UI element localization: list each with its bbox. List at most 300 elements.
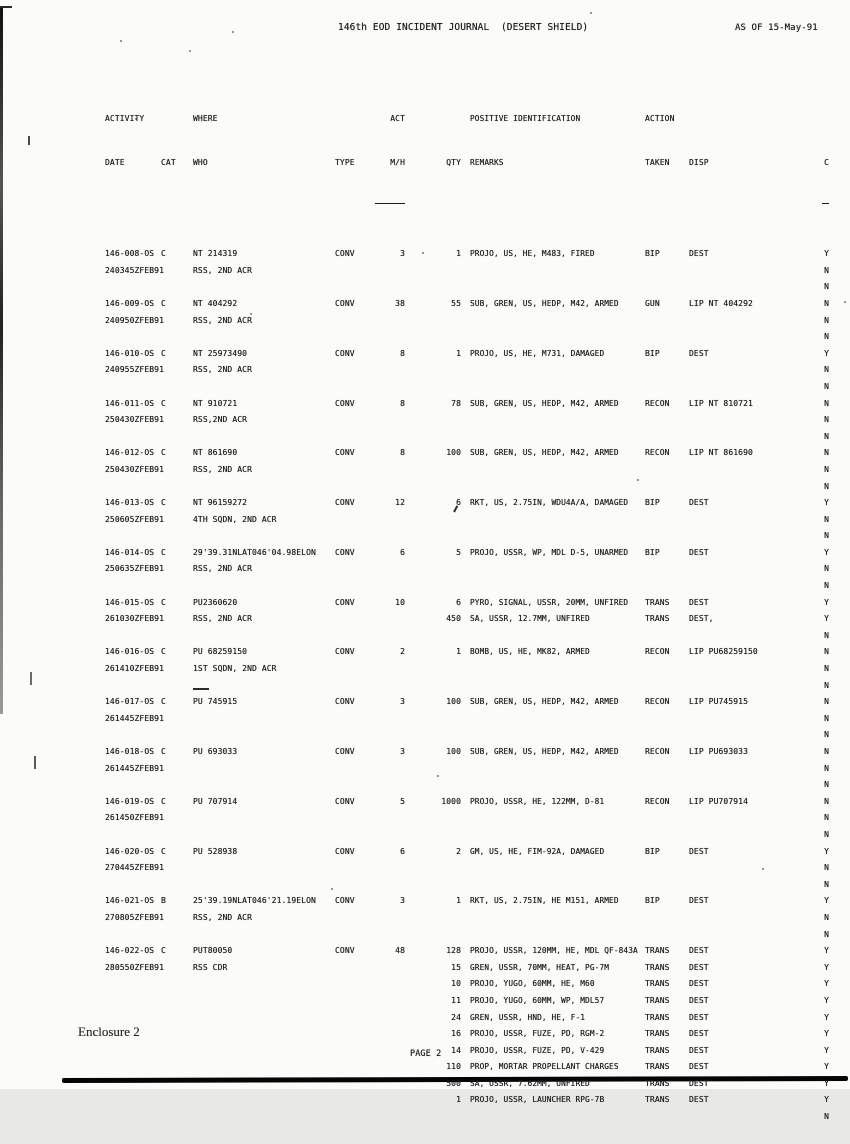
table-row [105, 279, 845, 296]
table-row [105, 943, 845, 960]
scan-speck [120, 40, 122, 42]
header-mh: M/H [390, 157, 405, 167]
cell-remarks [461, 279, 645, 296]
cell-remarks: PROJO, YUGO, 60MM, WP, MDL57 [470, 995, 605, 1005]
cell-where: PU 68259150 [193, 647, 248, 657]
cell-c: N [824, 664, 829, 674]
cell-cat [161, 578, 193, 595]
cell-where [193, 1043, 335, 1060]
cell-c: N [824, 697, 829, 707]
cell-c: Y [824, 1045, 829, 1055]
cell-type: CONV [335, 896, 355, 906]
cell-type: CONV [335, 547, 355, 557]
cell-action [645, 628, 689, 645]
cell-cat: C [161, 647, 166, 657]
cell-disp [689, 313, 789, 330]
cell-disp [689, 329, 789, 346]
table-row [105, 1043, 845, 1060]
header-type: TYPE [335, 157, 355, 167]
cell-type [335, 329, 369, 346]
cell-disp [689, 512, 789, 529]
table-row [105, 1010, 845, 1027]
cell-activity [105, 1109, 161, 1126]
cell-remarks: SUB, GREN, US, HEDP, M42, ARMED [470, 298, 619, 308]
header-underline-row [105, 198, 845, 219]
cell-mh [369, 1076, 405, 1093]
incident-journal-table [105, 84, 845, 1144]
cell-qty: 11 [451, 995, 461, 1005]
cell-activity: 270445ZFEB91 [105, 863, 164, 873]
cell-action [645, 727, 689, 744]
cell-cat: C [161, 846, 166, 856]
cell-qty [405, 479, 461, 496]
cell-activity [105, 993, 161, 1010]
cell-c: N [824, 365, 829, 375]
cell-qty: 15 [451, 962, 461, 972]
header-who: WHO [193, 157, 208, 167]
header-qty: QTY [446, 157, 461, 167]
cell-mh [369, 263, 405, 280]
cell-qty [405, 678, 461, 695]
table-row [105, 993, 845, 1010]
cell-remarks [461, 877, 645, 894]
cell-c: Y [824, 597, 829, 607]
enclosure-label: Enclosure 2 [78, 1024, 140, 1039]
cell-cat [161, 561, 193, 578]
cell-cat [161, 362, 193, 379]
cell-action [645, 528, 689, 545]
cell-c: Y [824, 995, 829, 1005]
cell-action: TRANS [645, 1029, 670, 1039]
cell-mh [369, 279, 405, 296]
cell-c: N [824, 398, 829, 408]
table-row [105, 678, 845, 695]
cell-remarks [461, 412, 645, 429]
cell-activity [105, 877, 161, 894]
cell-cat [161, 528, 193, 545]
cell-activity: 250635ZFEB91 [105, 564, 164, 574]
cell-where: RSS, 2ND ACR [193, 564, 252, 574]
underline-type [335, 198, 369, 219]
cell-qty [405, 462, 461, 479]
cell-where [193, 711, 335, 728]
cell-remarks [461, 810, 645, 827]
cell-c: N [824, 581, 829, 591]
cell-type [335, 578, 369, 595]
cell-qty [405, 910, 461, 927]
underline-remarks [461, 198, 645, 219]
table-row [105, 711, 845, 728]
cell-action [645, 810, 689, 827]
cell-type: CONV [335, 697, 355, 707]
cell-action: TRANS [645, 995, 670, 1005]
cell-c: Y [824, 1095, 829, 1105]
cell-activity: 261445ZFEB91 [105, 763, 164, 773]
table-row [105, 827, 845, 844]
cell-mh [369, 927, 405, 944]
cell-disp: DEST [689, 962, 709, 972]
cell-disp [689, 528, 789, 545]
cell-qty: 110 [446, 1062, 461, 1072]
cell-activity: 146-008-OS [105, 249, 155, 259]
underline-cat [161, 198, 193, 219]
cell-mh: 3 [400, 896, 405, 906]
cell-disp [689, 362, 789, 379]
cell-mh [369, 611, 405, 628]
cell-c: N [824, 713, 829, 723]
cell-c: N [824, 265, 829, 275]
cell-type [335, 777, 369, 794]
cell-remarks: PROJO, USSR, 120MM, HE, MDL QF-843A [470, 946, 638, 956]
cell-activity [105, 279, 161, 296]
cell-mh [369, 827, 405, 844]
cell-remarks [461, 927, 645, 944]
cell-disp [689, 777, 789, 794]
cell-qty: 1 [456, 348, 461, 358]
cell-qty: 78 [451, 398, 461, 408]
cell-action [645, 479, 689, 496]
cell-action: TRANS [645, 1078, 670, 1088]
scan-speck [590, 12, 592, 14]
cell-c: Y [824, 846, 829, 856]
cell-cat [161, 1076, 193, 1093]
cell-where [193, 1026, 335, 1043]
as-of-date: AS OF 15-May-91 [735, 23, 818, 33]
cell-cat [161, 329, 193, 346]
cell-type [335, 429, 369, 446]
cell-remarks: PROJO, YUGO, 60MM, HE, M60 [470, 979, 595, 989]
cell-qty [405, 727, 461, 744]
cell-action [645, 711, 689, 728]
cell-action: RECON [645, 647, 670, 657]
header-c: C [824, 157, 829, 167]
underline-where [193, 198, 335, 219]
cell-type [335, 1059, 369, 1076]
cell-cat [161, 777, 193, 794]
cell-remarks [461, 777, 645, 794]
table-row [105, 396, 845, 413]
cell-type [335, 827, 369, 844]
cell-action [645, 313, 689, 330]
cell-action: BIP [645, 249, 660, 259]
cell-mh [369, 1010, 405, 1027]
cell-activity [105, 827, 161, 844]
table-row [105, 810, 845, 827]
cell-type [335, 479, 369, 496]
cell-action: BIP [645, 498, 660, 508]
cell-remarks [461, 263, 645, 280]
table-row [105, 545, 845, 562]
cell-cat [161, 910, 193, 927]
cell-disp [689, 810, 789, 827]
cell-type [335, 1010, 369, 1027]
cell-mh: 3 [400, 747, 405, 756]
table-row [105, 346, 845, 363]
cell-cat [161, 810, 193, 827]
cell-qty [405, 761, 461, 778]
cell-qty: 450 [446, 614, 461, 624]
header-act: ACT [390, 114, 405, 123]
cell-remarks: GM, US, HE, FIM-92A, DAMAGED [470, 846, 605, 856]
table-row [105, 661, 845, 678]
cell-where: PUT80050 [193, 946, 233, 956]
header-spacer [789, 111, 833, 128]
cell-activity [105, 727, 161, 744]
cell-disp [689, 727, 789, 744]
cell-disp [689, 412, 789, 429]
table-row [105, 296, 845, 313]
cell-activity: 261410ZFEB91 [105, 664, 164, 674]
cell-disp [689, 860, 789, 877]
cell-type [335, 761, 369, 778]
cell-mh [369, 1092, 405, 1109]
cell-activity: 146-012-OS [105, 448, 155, 458]
cell-activity: 146-019-OS [105, 796, 155, 806]
cell-action [645, 827, 689, 844]
cell-action: GUN [645, 298, 660, 308]
cell-qty [405, 777, 461, 794]
cell-where: RSS, 2ND ACR [193, 365, 252, 375]
header-activity: ACTIVITY [105, 114, 145, 123]
header-cat: CAT [161, 157, 176, 167]
cell-cat [161, 827, 193, 844]
cell-action: TRANS [645, 1095, 670, 1105]
cell-mh [369, 561, 405, 578]
cell-cat [161, 678, 193, 695]
cell-mh [369, 1109, 405, 1126]
cell-disp: DEST [689, 896, 709, 906]
header-date: DATE [105, 157, 125, 167]
cell-cat [161, 279, 193, 296]
cell-action [645, 263, 689, 280]
table-row [105, 429, 845, 446]
cell-cat [161, 761, 193, 778]
cell-disp [689, 561, 789, 578]
cell-activity: 261030ZFEB91 [105, 614, 164, 624]
cell-mh [369, 628, 405, 645]
cell-where [193, 429, 335, 446]
table-row [105, 329, 845, 346]
header-spacer [335, 111, 369, 128]
cell-remarks [461, 761, 645, 778]
cell-type: CONV [335, 647, 355, 657]
cell-action [645, 761, 689, 778]
cell-mh: 8 [400, 448, 405, 458]
cell-qty [405, 313, 461, 330]
cell-type [335, 462, 369, 479]
cell-mh: 8 [400, 398, 405, 408]
table-row [105, 1026, 845, 1043]
cell-where: RSS, 2ND ACR [193, 614, 252, 624]
cell-c: N [824, 448, 829, 458]
header-remarks: REMARKS [470, 157, 504, 167]
cell-cat: C [161, 448, 166, 458]
cell-action [645, 661, 689, 678]
cell-mh: 10 [395, 597, 405, 607]
cell-where: NT 910721 [193, 398, 238, 408]
cell-activity [105, 1059, 161, 1076]
cell-disp: DEST [689, 547, 709, 557]
cell-qty: 1 [456, 647, 461, 657]
cell-qty: 14 [451, 1045, 461, 1055]
cell-type [335, 727, 369, 744]
cell-disp: DEST [689, 1062, 709, 1072]
cell-mh: 6 [400, 547, 405, 557]
cell-type: CONV [335, 597, 355, 607]
cell-activity: 146-017-OS [105, 697, 155, 707]
cell-cat [161, 927, 193, 944]
cell-disp: DEST [689, 348, 709, 358]
cell-action: BIP [645, 348, 660, 358]
cell-disp [689, 1109, 789, 1126]
cell-where: PU2360620 [193, 597, 238, 607]
cell-cat [161, 611, 193, 628]
cell-activity: 270805ZFEB91 [105, 912, 164, 922]
cell-type [335, 960, 369, 977]
cell-qty [405, 561, 461, 578]
cell-activity: 146-022-OS [105, 946, 155, 956]
table-header-row-2 [105, 155, 845, 172]
cell-c: N [824, 1112, 829, 1122]
cell-cat [161, 976, 193, 993]
cell-action [645, 512, 689, 529]
cell-activity: 146-010-OS [105, 348, 155, 358]
cell-where [193, 528, 335, 545]
cell-activity [105, 628, 161, 645]
cell-activity [105, 1043, 161, 1060]
cell-type: CONV [335, 298, 355, 308]
cell-disp: DEST [689, 1012, 709, 1022]
cell-remarks: PROJO, US, HE, M483, FIRED [470, 249, 595, 259]
table-row [105, 1059, 845, 1076]
cell-type: CONV [335, 448, 355, 458]
cell-where: 1ST SQDN, 2ND ACR [193, 664, 277, 674]
cell-disp: DEST [689, 995, 709, 1005]
cell-type [335, 1026, 369, 1043]
cell-qty: 1 [456, 249, 461, 259]
cell-type: CONV [335, 796, 355, 806]
cell-action [645, 429, 689, 446]
cell-remarks: PROJO, US, HE, M731, DAMAGED [470, 348, 605, 358]
cell-remarks: SA, USSR, 7.62MM, UNFIRED [470, 1078, 590, 1088]
cell-type [335, 379, 369, 396]
cell-c: N [824, 912, 829, 922]
cell-mh: 3 [400, 697, 405, 707]
cell-activity [105, 528, 161, 545]
cell-c: N [824, 564, 829, 574]
cell-remarks: PROJO, USSR, LAUNCHER RPG-7B [470, 1095, 605, 1105]
cell-qty: 16 [451, 1029, 461, 1039]
cell-activity [105, 329, 161, 346]
cell-mh [369, 578, 405, 595]
cell-disp: LIP PU707914 [689, 796, 748, 806]
cell-qty [405, 827, 461, 844]
underline-c [789, 198, 833, 219]
cell-disp [689, 462, 789, 479]
cell-where: PU 745915 [193, 697, 238, 707]
cell-c: N [824, 464, 829, 474]
cell-mh [369, 512, 405, 529]
cell-remarks [461, 910, 645, 927]
cell-cat: C [161, 597, 166, 607]
document-title: 146th EOD INCIDENT JOURNAL (DESERT SHIELD) [338, 22, 589, 33]
cell-disp: LIP NT 810721 [689, 398, 753, 408]
cell-cat [161, 313, 193, 330]
table-row [105, 777, 845, 794]
cell-remarks: PROP, MORTAR PROPELLANT CHARGES [470, 1062, 619, 1072]
cell-disp: LIP PU68259150 [689, 647, 758, 657]
cell-c: N [824, 531, 829, 541]
cell-disp: DEST [689, 1078, 709, 1088]
cell-disp [689, 479, 789, 496]
cell-cat [161, 263, 193, 280]
cell-activity: 146-014-OS [105, 547, 155, 557]
table-row [105, 595, 845, 612]
cell-remarks: SA, USSR, 12.7MM, UNFIRED [470, 614, 590, 624]
cell-disp [689, 877, 789, 894]
cell-where: 4TH SQDN, 2ND ACR [193, 514, 277, 524]
cell-qty: 5 [456, 547, 461, 557]
cell-c: Y [824, 249, 829, 259]
cell-action: RECON [645, 448, 670, 458]
table-row [105, 893, 845, 910]
cell-type [335, 412, 369, 429]
cell-disp: DEST, [689, 614, 714, 624]
cell-where: PU 693033 [193, 747, 238, 756]
cell-remarks: BOMB, US, HE, MK82, ARMED [470, 647, 590, 657]
header-action: ACTION [645, 114, 675, 123]
cell-type [335, 661, 369, 678]
cell-activity: 250605ZFEB91 [105, 514, 164, 524]
cell-action [645, 462, 689, 479]
cell-cat [161, 1109, 193, 1126]
cell-where [193, 678, 335, 695]
cell-remarks: RKT, US, 2.75IN, HE M151, ARMED [470, 896, 619, 906]
cell-mh [369, 711, 405, 728]
scan-edge-hook-artifact [0, 6, 12, 8]
cell-where [193, 578, 335, 595]
table-row [105, 313, 845, 330]
cell-type [335, 1076, 369, 1093]
cell-remarks: PROJO, USSR, FUZE, PD, RGM-2 [470, 1029, 605, 1039]
cell-mh: 3 [400, 249, 405, 259]
cell-mh [369, 462, 405, 479]
cell-cat: C [161, 697, 166, 707]
cell-type [335, 711, 369, 728]
cell-qty [405, 329, 461, 346]
cell-type: CONV [335, 498, 355, 508]
cell-mh [369, 727, 405, 744]
cell-qty: 6 [456, 498, 461, 508]
cell-where [193, 1092, 335, 1109]
cell-action [645, 877, 689, 894]
cell-mh: 2 [400, 647, 405, 657]
cell-type [335, 910, 369, 927]
cell-c: N [824, 514, 829, 524]
cell-mh [369, 1043, 405, 1060]
cell-action [645, 910, 689, 927]
cell-activity: 146-015-OS [105, 597, 155, 607]
cell-c: N [824, 747, 829, 756]
cell-c: N [824, 315, 829, 325]
cell-where [193, 479, 335, 496]
cell-remarks [461, 379, 645, 396]
cell-remarks: SUB, GREN, US, HEDP, M42, ARMED [470, 448, 619, 458]
header-taken: TAKEN [645, 157, 670, 167]
cell-qty: 1 [456, 896, 461, 906]
cell-mh [369, 860, 405, 877]
scan-tick-artifact [28, 136, 30, 145]
